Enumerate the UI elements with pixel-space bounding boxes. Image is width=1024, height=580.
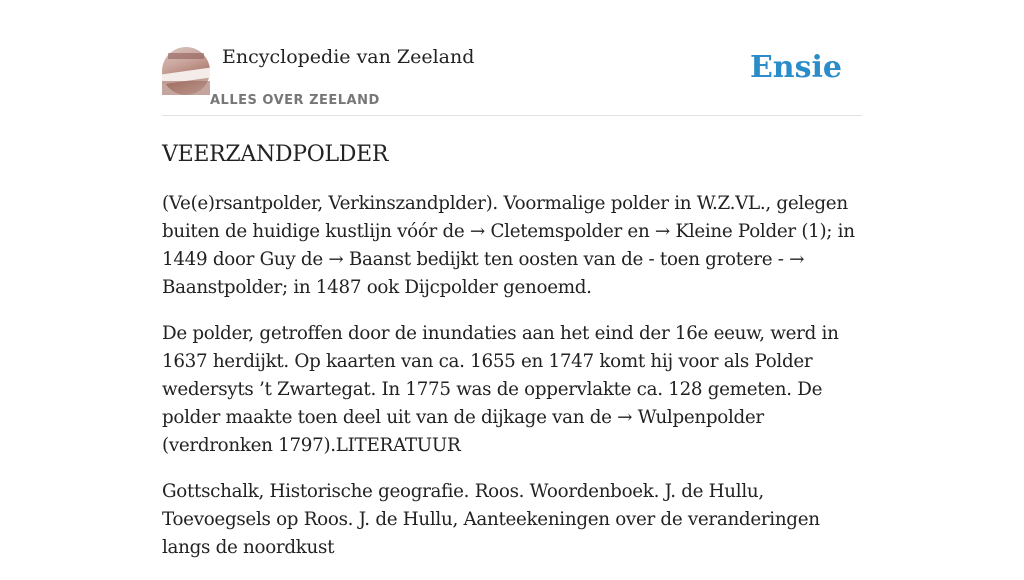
site-title[interactable]: Encyclopedie van Zeeland xyxy=(222,46,475,68)
article-paragraph: (Ve(e)rsantpolder, Verkinszandplder). Voormalige polder in W.Z.VL., gelegen buiten de huidige kustlijn vóór de → Cletemspolder en → Kleine Polder (1); in 1449 door Guy de → Baanst bedijkt ten oosten van de - toen grotere - → Baanstpolder; in 1487 ook Dijcpolder genoemd. xyxy=(162,193,855,298)
site-subtitle: ALLES OVER ZEELAND xyxy=(210,93,380,108)
article-paragraph: De polder, getroffen door de inundaties aan het eind der 16e eeuw, werd in 1637 herdijkt. Op kaarten van ca. 1655 en 1747 komt hij voor als Polder wedersyts ’t Zwartegat. In 1775 was de oppervlakte ca. 128 gemeten. De polder maakte toen deel uit van de dijkage van de → Wulpenpolder (verdronken 1797).LITERATUUR xyxy=(162,323,839,456)
entry-title: VEERZANDPOLDER xyxy=(162,142,389,167)
avatar-detail xyxy=(162,81,210,95)
article-paragraph: Gottschalk, Historische geografie. Roos. Woordenboek. J. de Hullu, Toevoegsels op Roos. J. de Hullu, Aanteekeningen over de veranderingen langs de noordkust xyxy=(162,481,820,558)
brand-logo[interactable]: Ensie xyxy=(749,50,842,85)
site-avatar[interactable] xyxy=(162,47,210,95)
header-divider xyxy=(162,115,862,116)
avatar-detail xyxy=(168,53,204,59)
article xyxy=(162,140,862,580)
